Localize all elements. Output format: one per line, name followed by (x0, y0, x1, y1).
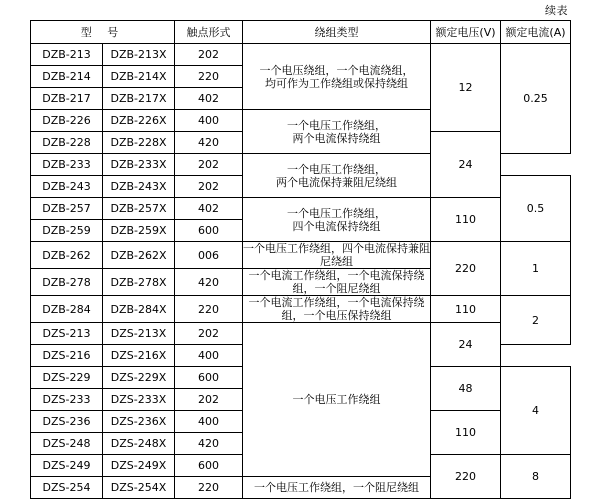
cell-current-group: 8 (501, 455, 571, 499)
cell-model2: DZB-284X (103, 296, 175, 323)
table-header-row (31, 21, 571, 44)
cell-contact: 400 (175, 110, 243, 132)
cell-model2: DZB-228X (103, 132, 175, 154)
cell-contact: 600 (175, 367, 243, 389)
cell-model2: DZB-243X (103, 176, 175, 198)
cell-winding: 一个电流工作绕组，一个电流保持绕组，一个电压保持绕组 (243, 296, 431, 323)
cell-voltage-group: 110 (431, 198, 501, 242)
cell-model2: DZB-226X (103, 110, 175, 132)
cell-model2: DZB-278X (103, 269, 175, 296)
cell-contact: 202 (175, 154, 243, 176)
winding-line-1: 一个电压工作绕组， (287, 206, 386, 220)
cell-model1: DZS-236 (31, 411, 103, 433)
table-row (31, 296, 571, 323)
winding-line-2: 两个电流保持兼阻尼绕组 (276, 175, 397, 189)
cell-model1: DZS-249 (31, 455, 103, 477)
table-header (31, 21, 571, 44)
cell-current-group: 0.25 (501, 44, 571, 154)
cell-voltage-group: 24 (431, 132, 501, 198)
cell-model2: DZS-213X (103, 323, 175, 345)
cell-contact: 600 (175, 220, 243, 242)
cell-contact: 220 (175, 66, 243, 88)
continuation-label: 续表 (545, 4, 568, 17)
cell-model2: DZS-229X (103, 367, 175, 389)
cell-voltage-group: 220 (431, 455, 501, 499)
specification-table (30, 20, 571, 499)
cell-current-group: 0.5 (501, 176, 571, 242)
cell-contact: 202 (175, 176, 243, 198)
cell-contact: 400 (175, 411, 243, 433)
cell-model2: DZS-216X (103, 345, 175, 367)
cell-contact: 220 (175, 296, 243, 323)
cell-model1: DZS-213 (31, 323, 103, 345)
cell-model2: DZB-213X (103, 44, 175, 66)
winding-line-2: 两个电流保持绕组 (292, 131, 381, 145)
column-header-voltage: 额定电压(V) (431, 21, 501, 44)
cell-winding-group (243, 154, 431, 198)
cell-model2: DZB-233X (103, 154, 175, 176)
cell-contact: 202 (175, 389, 243, 411)
table-row (31, 242, 571, 269)
cell-model1: DZB-233 (31, 154, 103, 176)
cell-model2: DZS-236X (103, 411, 175, 433)
cell-winding-group (243, 198, 431, 242)
cell-model1: DZB-226 (31, 110, 103, 132)
cell-model1: DZS-254 (31, 477, 103, 499)
winding-line-1: 一个电压绕组，一个电流绕组， (259, 63, 414, 77)
table-row (31, 198, 571, 220)
cell-winding: 一个电压工作绕组，一个阻尼绕组 (243, 477, 431, 499)
cell-model2: DZS-249X (103, 455, 175, 477)
cell-model2: DZB-259X (103, 220, 175, 242)
cell-contact: 600 (175, 455, 243, 477)
column-header-model: 型 号 (31, 21, 175, 44)
cell-model1: DZB-214 (31, 66, 103, 88)
cell-model2: DZS-254X (103, 477, 175, 499)
cell-contact: 402 (175, 198, 243, 220)
cell-winding-group: 一个电压工作绕组 (243, 323, 431, 477)
cell-contact: 400 (175, 345, 243, 367)
cell-model1: DZS-229 (31, 367, 103, 389)
column-header-winding: 绕组类型 (243, 21, 431, 44)
cell-voltage-group: 110 (431, 411, 501, 455)
cell-model1: DZB-243 (31, 176, 103, 198)
cell-model1: DZS-248 (31, 433, 103, 455)
column-header-contact: 触点形式 (175, 21, 243, 44)
cell-model1: DZB-228 (31, 132, 103, 154)
cell-model1: DZB-257 (31, 198, 103, 220)
cell-voltage-group: 48 (431, 367, 501, 411)
winding-line-1: 一个电压工作绕组， (287, 118, 386, 132)
cell-model1: DZB-278 (31, 269, 103, 296)
cell-contact: 420 (175, 132, 243, 154)
cell-model1: DZS-216 (31, 345, 103, 367)
cell-contact: 202 (175, 323, 243, 345)
cell-model1: DZB-262 (31, 242, 103, 269)
cell-model2: DZS-233X (103, 389, 175, 411)
winding-line-2: 四个电流保持绕组 (292, 219, 381, 233)
winding-line-2: 均可作为工作绕组或保持绕组 (265, 76, 408, 90)
cell-contact: 420 (175, 433, 243, 455)
table-row (31, 323, 571, 345)
cell-contact: 202 (175, 44, 243, 66)
cell-model2: DZB-217X (103, 88, 175, 110)
winding-line-1: 一个电压工作绕组， (287, 162, 386, 176)
cell-winding: 一个电流工作绕组，一个电流保持绕组，一个阻尼绕组 (243, 269, 431, 296)
cell-voltage-group: 220 (431, 242, 501, 296)
cell-model1: DZS-233 (31, 389, 103, 411)
cell-current-group: 4 (501, 367, 571, 455)
table-body (31, 44, 571, 499)
cell-winding: 一个电压工作绕组，四个电流保持兼阻尼绕组 (243, 242, 430, 268)
cell-model1: DZB-217 (31, 88, 103, 110)
cell-contact: 420 (175, 269, 243, 296)
cell-contact: 402 (175, 88, 243, 110)
cell-model2: DZS-248X (103, 433, 175, 455)
cell-model2: DZB-262X (103, 242, 175, 269)
cell-winding-group (243, 110, 431, 154)
cell-current-group: 2 (501, 296, 571, 345)
cell-voltage: 110 (431, 296, 501, 323)
cell-model1: DZB-213 (31, 44, 103, 66)
column-header-current: 额定电流(A) (501, 21, 571, 44)
cell-winding-group (243, 44, 431, 110)
table-row (31, 44, 571, 66)
cell-model1: DZB-284 (31, 296, 103, 323)
cell-model1: DZB-259 (31, 220, 103, 242)
cell-current-group: 1 (501, 242, 571, 296)
cell-voltage-group: 24 (431, 323, 501, 367)
cell-model2: DZB-214X (103, 66, 175, 88)
cell-contact: 006 (175, 242, 243, 269)
cell-voltage-group: 12 (431, 44, 501, 132)
cell-model2: DZB-257X (103, 198, 175, 220)
cell-contact: 220 (175, 477, 243, 499)
